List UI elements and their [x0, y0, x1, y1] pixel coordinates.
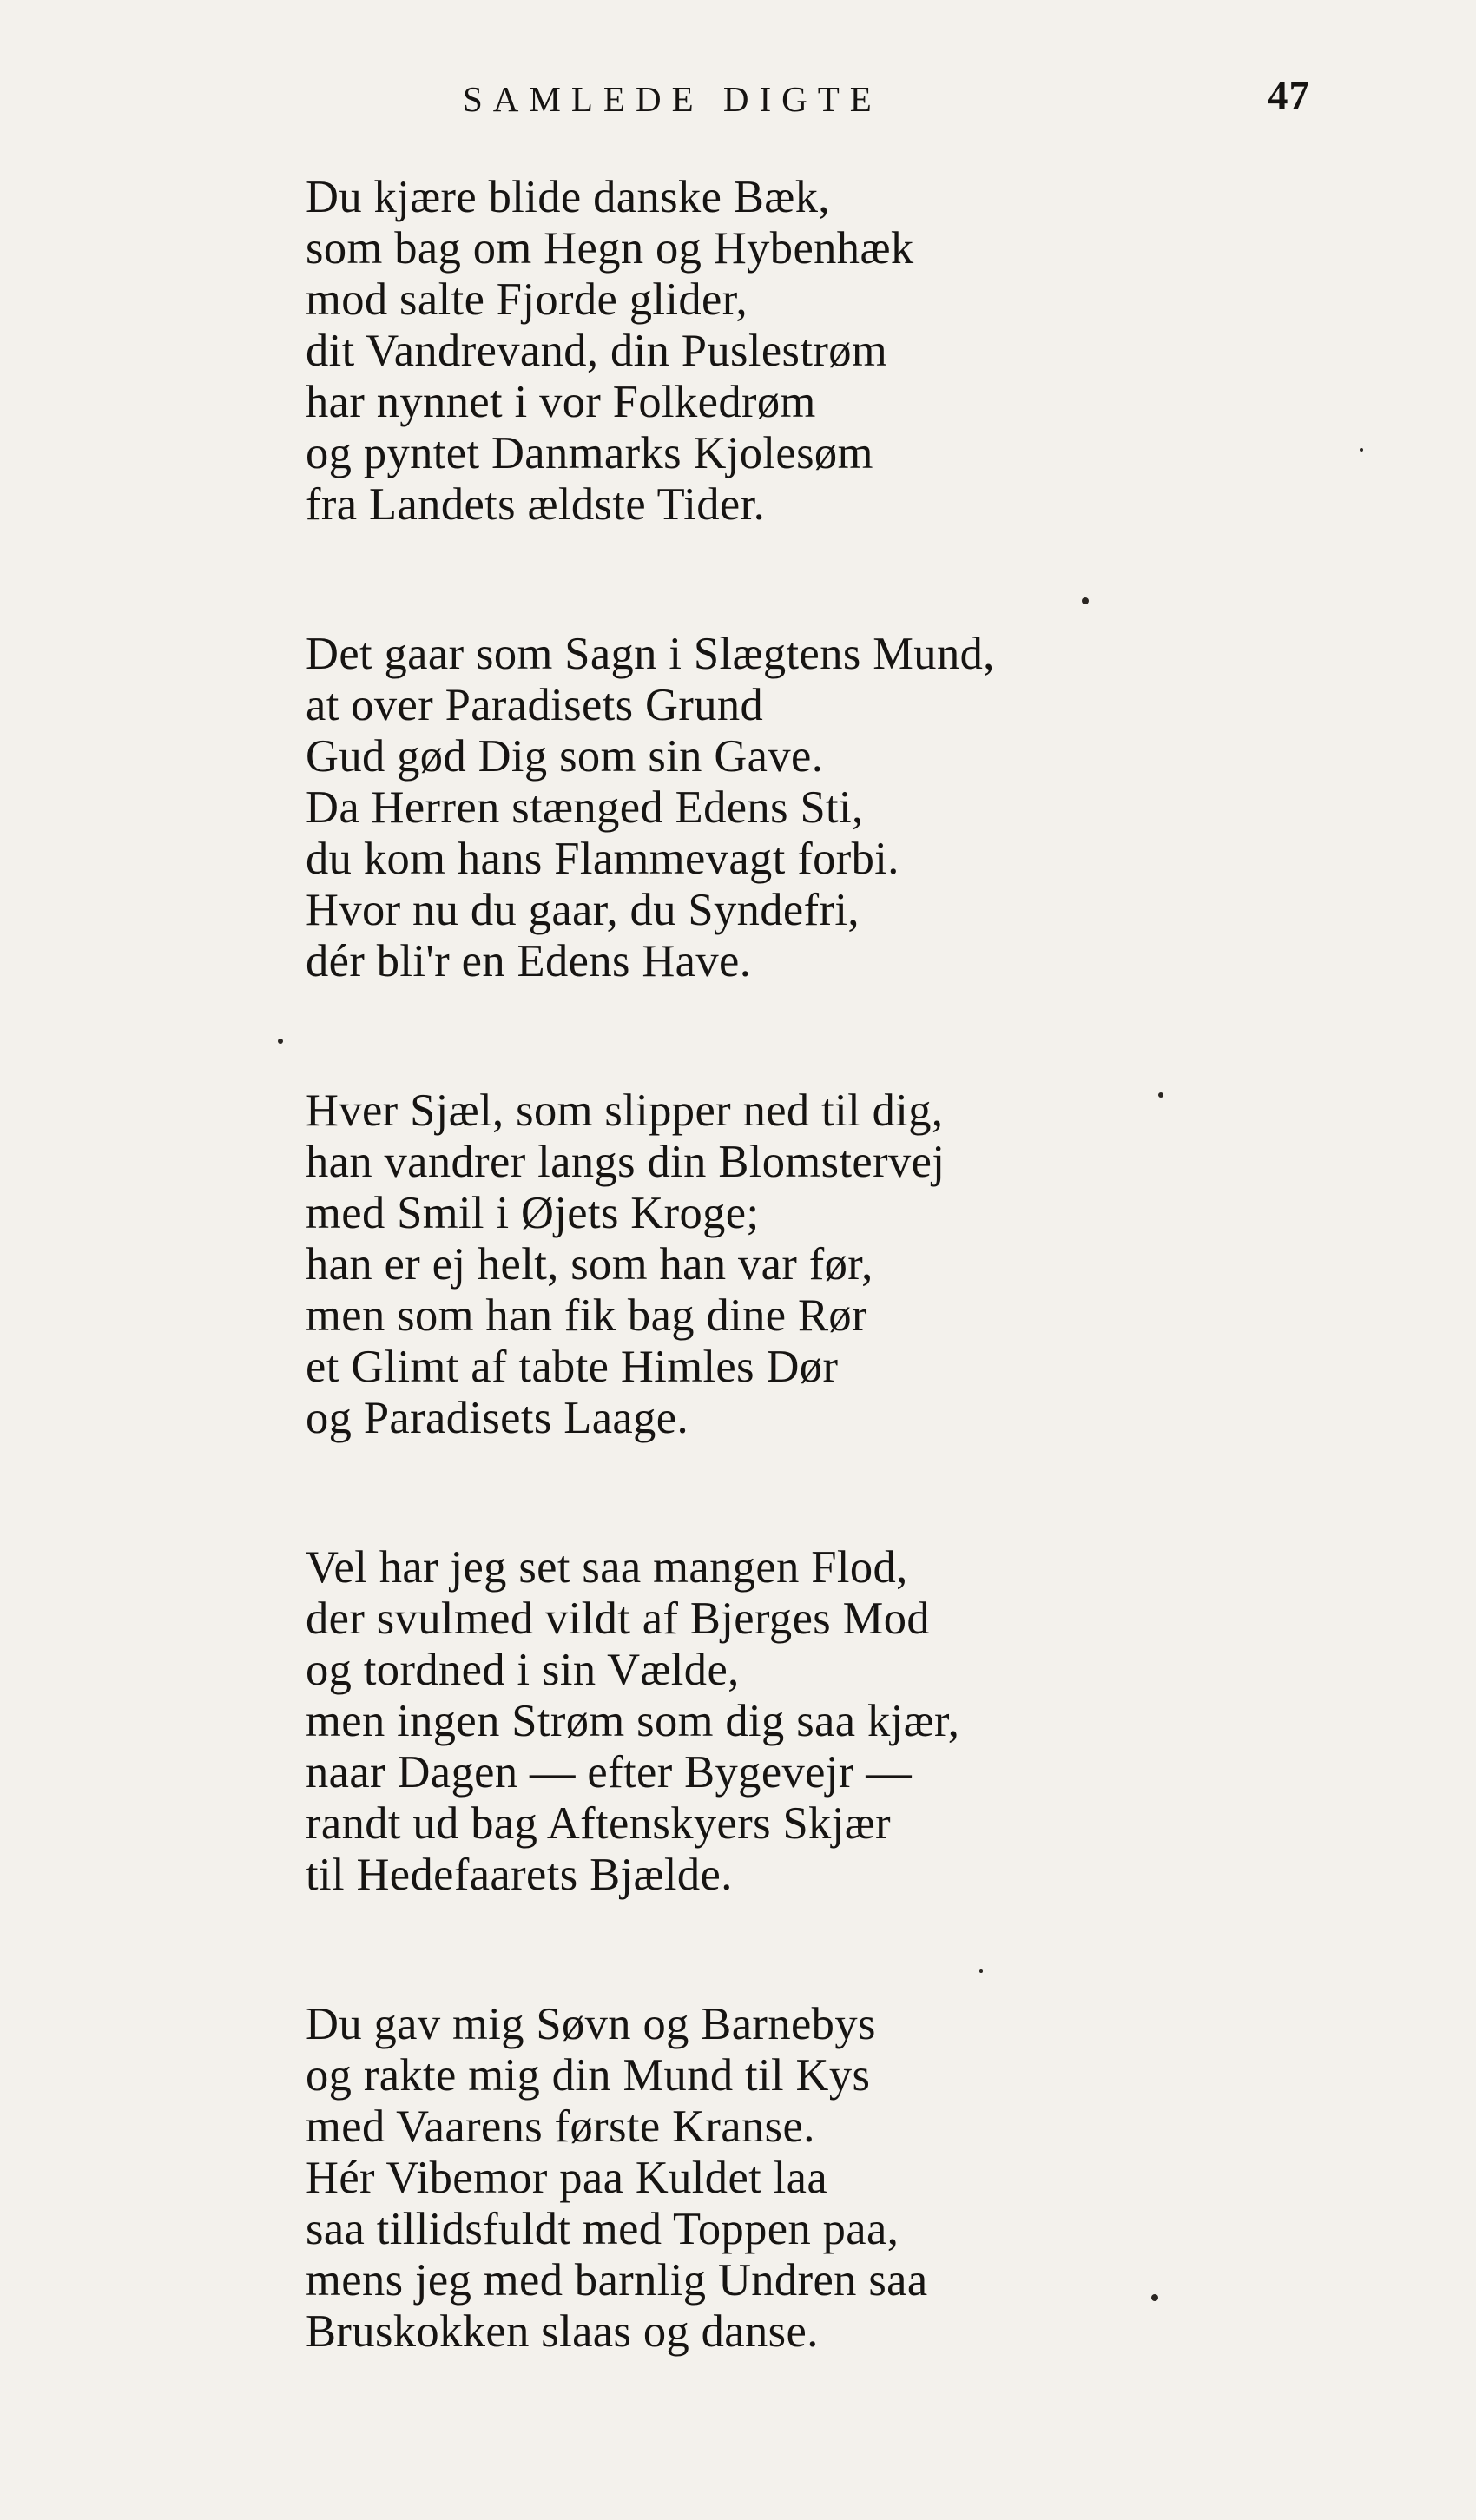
poem-line: mod salte Fjorde glider,: [306, 274, 748, 325]
poem-body: [306, 172, 1191, 2456]
poem-line: naar Dagen — efter Bygevejr —: [306, 1747, 913, 1798]
poem-line: Gud gød Dig som sin Gave.: [306, 731, 824, 782]
poem-line: men ingen Strøm som dig saa kjær,: [306, 1696, 960, 1746]
poem-line: saa tillidsfuldt med Toppen paa,: [306, 2204, 899, 2254]
poem-line: Da Herren stænged Edens Sti,: [306, 782, 864, 833]
stanza-5: [306, 1999, 1191, 2358]
poem-line: men som han fik bag dine Rør: [306, 1290, 867, 1341]
poem-line: har nynnet i vor Folkedrøm: [306, 377, 816, 427]
stanza-4: [306, 1542, 1191, 1901]
poem-line: Bruskokken slaas og danse.: [306, 2306, 819, 2357]
page-number: 47: [1268, 73, 1310, 118]
poem-line: du kom hans Flammevagt forbi.: [306, 834, 899, 884]
poem-line: og rakte mig din Mund til Kys: [306, 2050, 871, 2101]
poem-line: Det gaar som Sagn i Slægtens Mund,: [306, 629, 995, 679]
poem-line: med Smil i Øjets Kroge;: [306, 1188, 760, 1238]
poem-line: et Glimt af tabte Himles Dør: [306, 1342, 839, 1392]
poem-line: Du gav mig Søvn og Barnebys: [306, 1999, 876, 2049]
poem-line: med Vaarens første Kranse.: [306, 2101, 815, 2152]
poem-line: Hvor nu du gaar, du Syndefri,: [306, 885, 860, 935]
poem-line: som bag om Hegn og Hybenhæk: [306, 223, 914, 274]
poem-line: fra Landets ældste Tider.: [306, 479, 766, 530]
stanza-3: [306, 1085, 1191, 1444]
poem-line: han vandrer langs din Blomstervej: [306, 1137, 946, 1187]
poem-line: Hver Sjæl, som slipper ned til dig,: [306, 1085, 944, 1136]
poem-line: der svulmed vildt af Bjerges Mod: [306, 1593, 931, 1644]
poem-line: Hér Vibemor paa Kuldet laa: [306, 2153, 828, 2203]
poem-line: dér bli'r en Edens Have.: [306, 936, 752, 986]
ink-speck: [1158, 1092, 1163, 1098]
poem-line: Vel har jeg set saa mangen Flod,: [306, 1542, 908, 1593]
stanza-2: [306, 629, 1191, 987]
poem-line: at over Paradisets Grund: [306, 680, 764, 730]
poem-line: og tordned i sin Vælde,: [306, 1645, 740, 1695]
ink-speck: [1082, 597, 1089, 604]
poem-line: til Hedefaarets Bjælde.: [306, 1850, 733, 1900]
ink-speck: [979, 1969, 983, 1973]
ink-speck: [1151, 2294, 1158, 2301]
poem-line: han er ej helt, som han var før,: [306, 1239, 873, 1290]
stanza-1: [306, 172, 1191, 531]
poem-line: og pyntet Danmarks Kjolesøm: [306, 428, 873, 478]
ink-speck: [1360, 448, 1363, 452]
running-title: SAMLEDE DIGTE: [463, 79, 882, 119]
ink-speck: [278, 1039, 283, 1044]
poem-line: dit Vandrevand, din Puslestrøm: [306, 326, 888, 376]
poem-line: Du kjære blide danske Bæk,: [306, 172, 830, 222]
poem-line: og Paradisets Laage.: [306, 1393, 689, 1443]
poem-line: randt ud bag Aftenskyers Skjær: [306, 1798, 891, 1849]
poem-line: mens jeg med barnlig Undren saa: [306, 2255, 928, 2306]
